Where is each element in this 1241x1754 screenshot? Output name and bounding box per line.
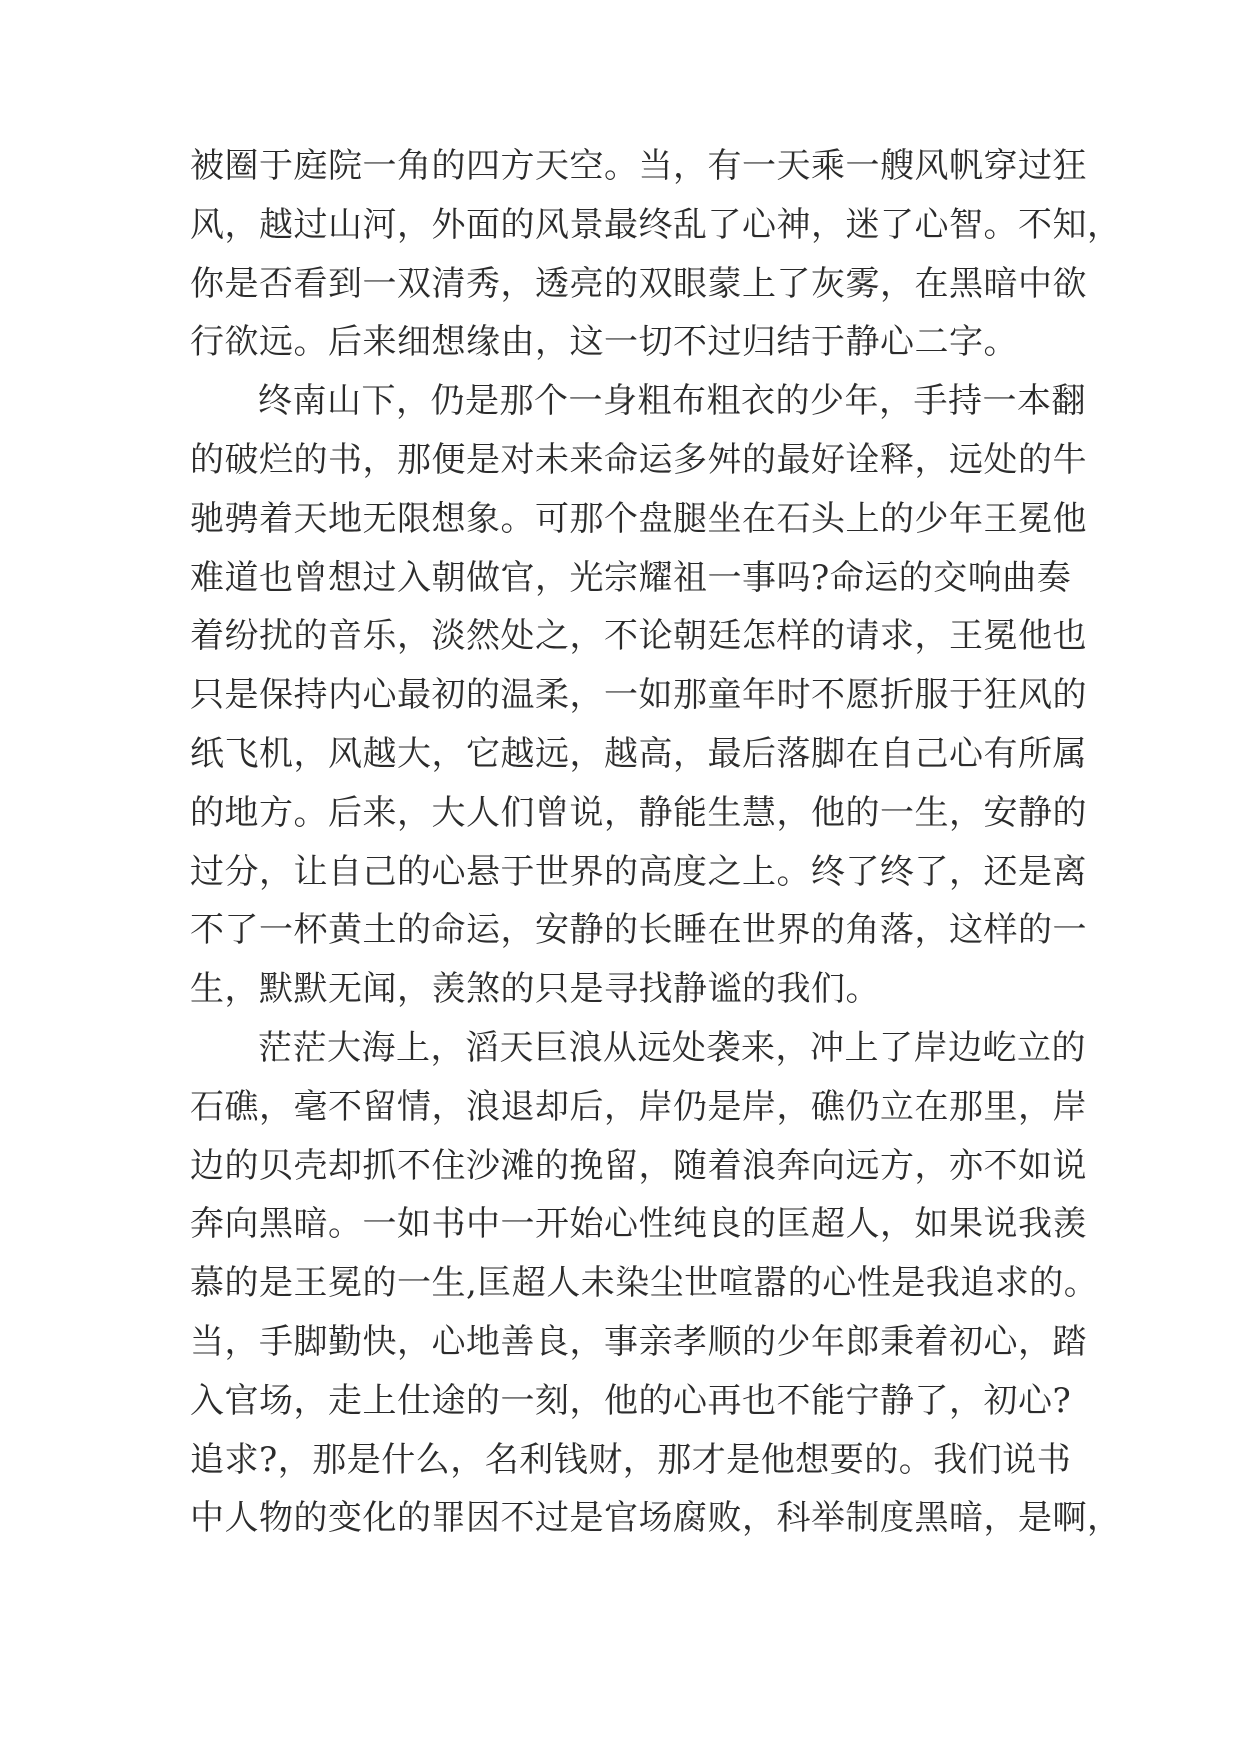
- document-body: [190, 137, 1122, 1548]
- paragraph-3-line-2: 石礁，毫不留情，浪退却后，岸仍是岸，礁仍立在那里，岸: [190, 1086, 1087, 1127]
- paragraph-3-line-4: 奔向黑暗。一如书中一开始心性纯良的匡超人，如果说我羡: [190, 1204, 1087, 1245]
- paragraph-3-line-1: 茫茫大海上，滔天巨浪从远处袭来，冲上了岸边屹立的: [258, 1027, 1086, 1068]
- paragraph-3-line-5: 慕的是王冕的一生,匡超人未染尘世喧嚣的心性是我追求的。: [190, 1263, 1099, 1304]
- paragraph-2-line-3: 驰骋着天地无限想象。可那个盘腿坐在石头上的少年王冕他: [190, 498, 1087, 539]
- paragraph-2-line-9: 过分，让自己的心悬于世界的高度之上。终了终了，还是离: [190, 851, 1087, 892]
- paragraph-2-line-2: 的破烂的书，那便是对未来命运多舛的最好诠释，远处的牛: [190, 439, 1087, 480]
- paragraph-1-line-4: 行欲远。后来细想缘由，这一切不过归结于静心二字。: [190, 322, 1018, 363]
- paragraph-2-line-5: 着纷扰的音乐，淡然处之，不论朝廷怎样的请求，王冕他也: [190, 616, 1087, 657]
- paragraph-2-line-7: 纸飞机，风越大，它越远，越高，最后落脚在自己心有所属: [190, 733, 1087, 774]
- paragraph-1-line-2: 风，越过山河，外面的风景最终乱了心神，迷了心智。不知，: [190, 204, 1122, 245]
- paragraph-1-line-1: 被圈于庭院一角的四方天空。当，有一天乘一艘风帆穿过狂: [190, 146, 1087, 186]
- paragraph-2-line-1: 终南山下，仍是那个一身粗布粗衣的少年，手持一本翻: [258, 381, 1086, 422]
- paragraph-2-line-10: 不了一杯黄土的命运，安静的长睡在世界的角落，这样的一: [190, 910, 1087, 951]
- paragraph-3-line-6: 当，手脚勤快，心地善良，事亲孝顺的少年郎秉着初心，踏: [190, 1321, 1087, 1362]
- paragraph-3-line-7: 入官场，走上仕途的一刻，他的心再也不能宁静了，初心?: [190, 1380, 1072, 1421]
- paragraph-1-line-3: 你是否看到一双清秀，透亮的双眼蒙上了灰雾，在黑暗中欲: [190, 263, 1087, 304]
- paragraph-2-line-8: 的地方。后来，大人们曾说，静能生慧，他的一生，安静的: [190, 792, 1087, 833]
- paragraph-3-line-8: 追求?，那是什么，名利钱财，那才是他想要的。我们说书: [190, 1439, 1072, 1480]
- paragraph-2-line-11: 生，默默无闻，羡煞的只是寻找静谧的我们。: [190, 969, 880, 1010]
- paragraph-2-line-6: 只是保持内心最初的温柔，一如那童年时不愿折服于狂风的: [190, 675, 1087, 716]
- paragraph-2-line-4: 难道也曾想过入朝做官，光宗耀祖一事吗?命运的交响曲奏: [190, 557, 1072, 598]
- paragraph-3-line-3: 边的贝壳却抓不住沙滩的挽留，随着浪奔向远方，亦不如说: [190, 1145, 1087, 1186]
- paragraph-3-line-9: 中人物的变化的罪因不过是官场腐败，科举制度黑暗，是啊，: [190, 1498, 1122, 1539]
